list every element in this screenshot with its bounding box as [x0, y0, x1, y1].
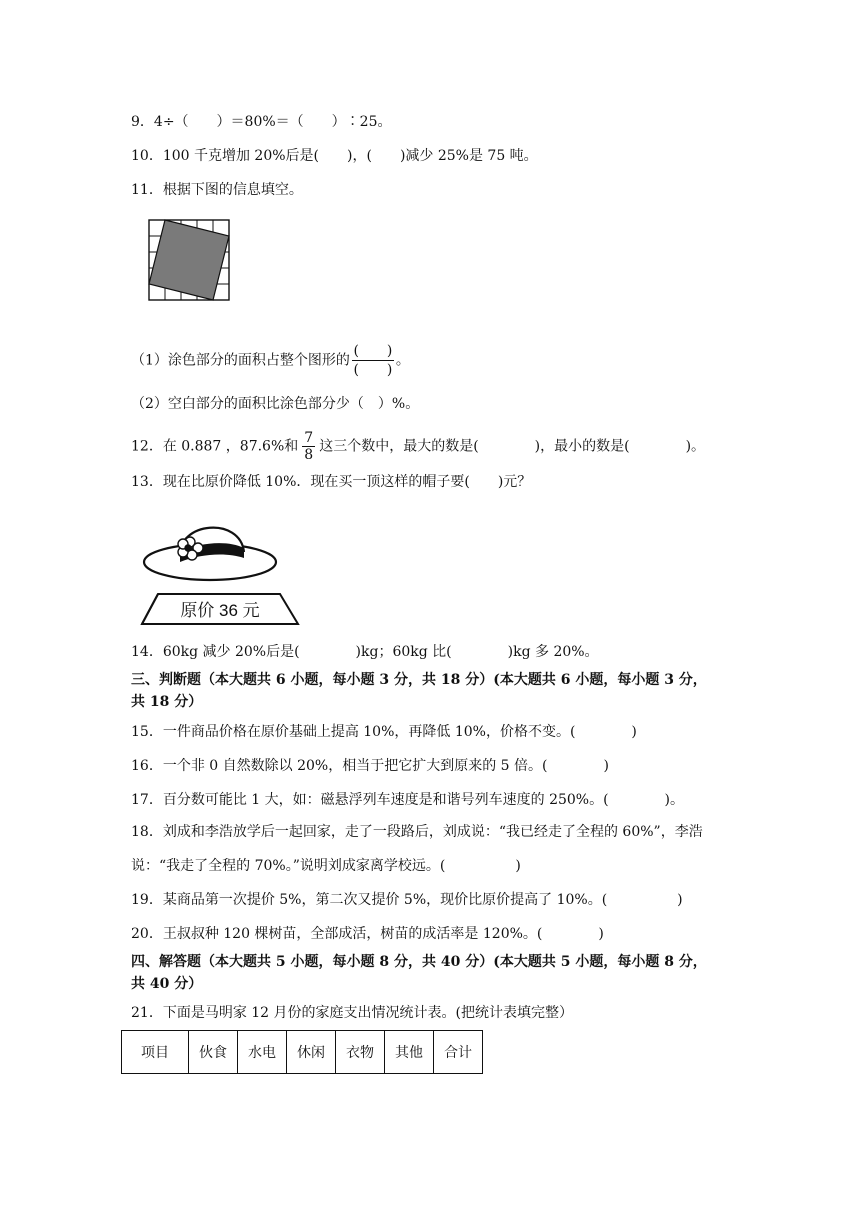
table-header-cell: 水电 — [238, 1031, 287, 1074]
q12-suffix: 这三个数中，最大的数是( )，最小的数是( )。 — [319, 438, 706, 455]
question-12 — [131, 430, 705, 463]
q11-1-suffix: 。 — [395, 352, 410, 369]
question-20: 20．王叔叔种 120 棵树苗，全部成活，树苗的成活率是 120%。( ) — [131, 926, 604, 942]
fraction-denominator-blank: ( ) — [353, 362, 393, 378]
table-header-cell: 其他 — [385, 1031, 434, 1074]
table-header-cell: 伙食 — [189, 1031, 238, 1074]
section-4-title-cont: 共 40 分） — [131, 976, 203, 992]
question-19: 19．某商品第一次提价 5%，第二次又提价 5%，现价比原价提高了 10%。( ) — [131, 892, 683, 908]
q11-1-prefix: （1）涂色部分的面积占整个图形的 — [131, 352, 350, 369]
hat-price-illustration — [140, 512, 302, 630]
question-15: 15．一件商品价格在原价基础上提高 10%，再降低 10%，价格不变。( ) — [131, 724, 637, 740]
question-21: 21．下面是马明家 12 月份的家庭支出情况统计表。(把统计表填完整） — [131, 1005, 573, 1021]
question-10: 10．100 千克增加 20%后是( )，( )减少 25%是 75 吨。 — [131, 148, 538, 164]
table-header-cell: 项目 — [122, 1031, 189, 1074]
grid-figure — [148, 219, 230, 301]
blank-fraction — [352, 342, 394, 379]
expense-table — [121, 1030, 483, 1074]
section-4-title: 四、解答题（本大题共 5 小题，每小题 8 分，共 40 分）(本大题共 5 小题，每小题 8 分， — [131, 954, 707, 970]
question-17: 17．百分数可能比 1 大，如：磁悬浮列车速度是和谐号列车速度的 250%。( )。 — [131, 792, 685, 808]
table-header-cell: 休闲 — [287, 1031, 336, 1074]
question-11-1 — [131, 342, 410, 379]
table-header-cell: 合计 — [434, 1031, 483, 1074]
question-9: 9．4÷（ ）＝80%＝（ ）∶25。 — [131, 114, 392, 130]
question-11: 11．根据下图的信息填空。 — [131, 182, 303, 198]
q12-prefix: 12．在 0.887 ，87.6%和 — [131, 438, 299, 455]
question-18: 18．刘成和李浩放学后一起回家，走了一段路后，刘成说：“我已经走了全程的 60%”，李浩 — [131, 824, 703, 840]
fraction-numerator: 7 — [304, 430, 314, 446]
fraction-seven-eighths — [302, 430, 315, 463]
question-13: 13．现在比原价降低 10%．现在买一顶这样的帽子要( )元？ — [131, 474, 532, 490]
table-row — [122, 1031, 483, 1074]
section-3-title-cont: 共 18 分） — [131, 694, 203, 710]
question-18-cont: 说：“我走了全程的 70%。”说明刘成家离学校远。( ) — [131, 858, 521, 874]
price-tag-label: 原价 36 元 — [180, 601, 260, 620]
fraction-denominator: 8 — [304, 447, 314, 463]
fraction-numerator-blank: ( ) — [353, 343, 393, 359]
section-3-title: 三、判断题（本大题共 6 小题，每小题 3 分，共 18 分）(本大题共 6 小题，每小题 3 分， — [131, 672, 707, 688]
table-header-cell: 衣物 — [336, 1031, 385, 1074]
question-16: 16．一个非 0 自然数除以 20%，相当于把它扩大到原来的 5 倍。( ) — [131, 758, 609, 774]
question-14: 14．60kg 减少 20%后是( )kg；60kg 比( )kg 多 20%。 — [131, 644, 599, 660]
question-11-2: （2）空白部分的面积比涂色部分少（ ）%。 — [131, 396, 420, 412]
